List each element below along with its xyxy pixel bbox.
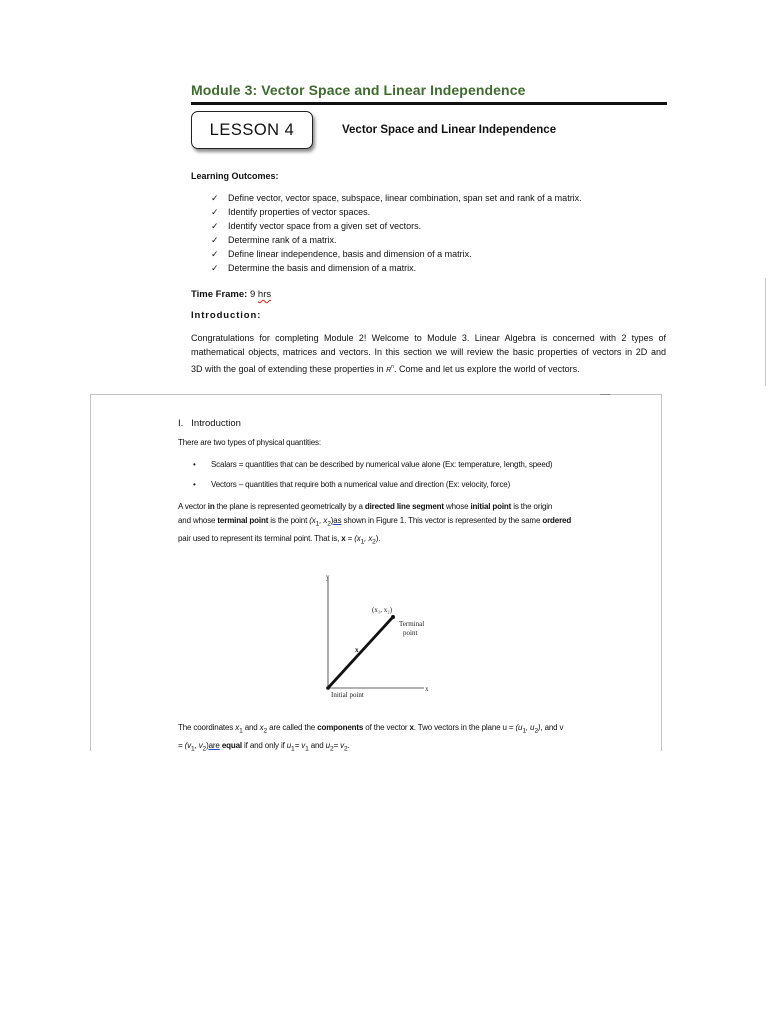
outcome-text: Determine rank of a matrix. [228,235,337,245]
text: and [308,740,326,750]
math-n: n [391,363,394,370]
time-frame-unit: hrs [257,289,272,300]
bold-text: x [341,533,346,543]
math-text: u [286,740,292,750]
text: ). [375,533,381,543]
math-text: = v [333,740,344,750]
learning-outcomes-list [211,191,582,275]
terminal-label: Terminal [399,620,425,628]
bold-text: components [317,723,364,732]
outcome-text: Identify vector space from a given set of vectors. [228,221,422,231]
math-subscript: 1 [291,745,295,753]
math-subscript: 1 [190,745,195,753]
x-axis-label: x [425,685,429,693]
text: shown in Figure 1. This vector is represented by the same [341,516,543,525]
initial-point-marker [326,686,330,690]
vector-definition-paragraph [178,500,578,549]
outcome-item [211,247,582,261]
math-subscript: 2 [534,727,538,735]
section-title: Introduction [191,418,241,429]
initial-point-label: Initial point [331,691,364,699]
math-subscript: 2 [344,745,348,753]
components-paragraph [178,721,578,756]
section-lead: There are two types of physical quantities: [178,438,321,447]
bullet-text: Vectors – quantities that require both a numerical value and direction (Ex: velocity, force) [211,480,511,489]
module-title: Module 3: Vector Space and Linear Independence [191,82,526,98]
math-text: , x [319,516,328,525]
math-subscript: 1 [360,538,365,546]
math-subscript: 1 [315,520,320,528]
math-subscript: 2 [327,520,331,528]
lesson-title: Vector Space and Linear Independence [342,124,557,136]
text: are called the [267,723,318,732]
bold-text: directed line segment [364,502,444,511]
math-text: ) [537,723,541,732]
math-text: x [259,723,264,732]
math-subscript: 2 [263,727,268,735]
check-icon: ✓ [211,262,219,273]
outcome-item [211,191,582,205]
text: pair used to represent its terminal point. That is, [178,533,342,543]
text: whose [443,502,471,511]
math-r: R [386,366,392,374]
time-frame-label: Time Frame: [191,289,248,300]
math-text: , u [525,723,535,732]
learning-outcomes-heading: Learning Outcomes: [191,171,279,181]
bold-text: in [207,502,215,511]
check-icon: ✓ [211,234,219,245]
outcome-item [211,219,582,233]
text: . [347,740,350,750]
underlined-text: )are [206,740,220,750]
vector-label: x [355,646,359,654]
text: of the vector [363,723,410,732]
terminal-point-marker [391,615,395,619]
outcome-text: Define vector, vector space, subspace, linear combination, span set and rank of a matrix. [228,193,582,203]
math-text: x [235,723,240,732]
page-edge-mark [600,394,610,395]
y-axis-label: y [326,573,330,581]
outcome-item [211,205,582,219]
bold-text: x [409,723,414,732]
math-text: u [325,740,330,750]
introduction-paragraph [191,331,666,378]
bold-text: initial point [470,502,512,511]
text: The coordinates [178,723,236,732]
lesson-badge [191,111,313,149]
bullet-icon: • [193,480,196,489]
text: is the point [268,516,310,525]
page-edge-mark [765,278,766,386]
paragraph-line [178,500,578,514]
math-text: (x [309,516,316,525]
bullet-icon: • [193,460,196,469]
check-icon: ✓ [211,220,219,231]
intro-line-text: 3D with the goal of extending these properties in [191,363,384,374]
bullet-text: Scalars = quantities that can be described by numerical value alone (Ex: temperature, length, speed) [211,460,553,469]
introduction-heading: Introduction: [191,310,262,321]
section-heading [178,418,241,429]
math-subscript: 2 [329,745,334,753]
outcome-text: Define linear independence, basis and dimension of a matrix. [228,249,472,259]
text: and whose [178,516,218,525]
text: = [178,740,185,750]
check-icon: ✓ [211,248,219,259]
check-icon: ✓ [211,206,219,217]
text: . Two vectors in the plane u = [413,723,516,732]
time-frame [191,289,271,300]
math-subscript: 1 [522,727,526,735]
bullet-item [193,480,510,489]
title-divider [191,102,667,105]
bold-text: ordered [542,516,572,525]
math-text: (x [354,533,361,543]
text: the plane is represented geometrically by a [214,502,365,511]
text: is the origin [511,502,553,511]
text: and [242,723,260,732]
terminal-label: point [403,629,418,637]
text: = [345,533,355,543]
bold-text: terminal point [217,516,269,525]
math-subscript: 1 [305,745,309,753]
math-subscript: 2 [372,538,376,546]
paragraph-line [178,721,578,739]
vector-figure [300,568,440,702]
intro-line [191,360,666,378]
intro-line: Congratulations for completing Module 2! Welcome to Module 3. Linear Algebra is concerned with 2 types of [191,333,666,343]
check-icon: ✓ [211,192,219,203]
vector-arrow [328,618,392,688]
underlined-text: )as [330,516,342,525]
text: if and only if [241,740,287,750]
outcome-text: Determine the basis and dimension of a matrix. [228,263,417,273]
time-frame-value: 9 [249,289,256,300]
paragraph-line [178,739,578,757]
math-subscript: 2 [202,745,207,753]
point-label: (x₁, x₂) [372,606,393,614]
text: A vector [178,502,208,511]
math-subscript: 1 [239,727,243,735]
section-number: I. [178,418,184,429]
outcome-text: Identify properties of vector spaces. [228,207,371,217]
paragraph-line [178,532,578,550]
math-text: , v [194,740,203,750]
math-text: , x [364,533,373,543]
lesson-label: LESSON 4 [209,120,295,139]
outcome-item [211,233,582,247]
math-text: = v [294,740,306,750]
intro-line-text: . Come and let us explore the world of vectors. [393,363,580,374]
math-text: (u [515,723,523,732]
text: , and v [540,723,564,732]
bullet-item [193,460,552,469]
bold-text: equal [221,740,242,750]
math-text: (v [184,740,191,750]
paragraph-line [178,514,578,532]
intro-line: mathematical objects, matrices and vectors. In this section we will review the basic properties of vectors in 2D and [191,347,666,358]
outcome-item [211,261,582,275]
